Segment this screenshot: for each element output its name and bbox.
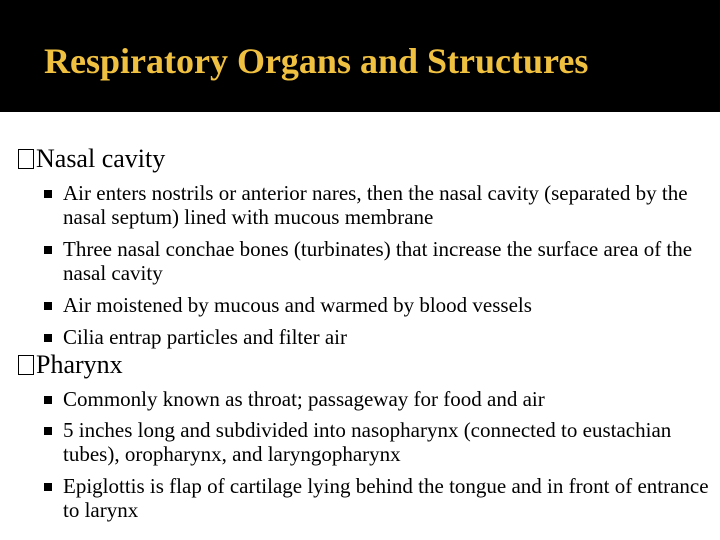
square-bullet-icon (44, 246, 52, 254)
list-item (44, 325, 716, 349)
section-heading-nasal-cavity (18, 144, 165, 174)
list-item-text: Cilia entrap particles and filter air (63, 325, 347, 349)
square-bullet-icon (44, 190, 52, 198)
list-item (44, 418, 716, 466)
list-item-text: Epiglottis is flap of cartilage lying behind the tongue and in front of entrance to larynx (63, 474, 709, 522)
list-item-text: Air moistened by mucous and warmed by blood vessels (63, 293, 532, 317)
list-item (44, 387, 716, 411)
section-heading-pharynx (18, 350, 123, 380)
list-item-text: Air enters nostrils or anterior nares, then the nasal cavity (separated by the nasal septum) lined with mucous membrane (63, 181, 688, 229)
section-heading-label: Nasal cavity (36, 144, 166, 173)
list-item (44, 293, 716, 317)
list-item-text: 5 inches long and subdivided into nasopharynx (connected to eustachian tubes), oropharynx, and laryngopharynx (63, 418, 672, 466)
list-item (44, 474, 716, 522)
list-item-text: Three nasal conchae bones (turbinates) that increase the surface area of the nasal cavity (63, 237, 693, 285)
square-bullet-icon (44, 302, 52, 310)
square-bullet-icon (44, 334, 52, 342)
slide-title: Respiratory Organs and Structures (44, 41, 589, 81)
list-item (44, 237, 716, 285)
square-bullet-icon (44, 396, 52, 404)
list-item (44, 181, 716, 229)
square-bullet-icon (44, 427, 52, 435)
list-item-text: Commonly known as throat; passageway for food and air (63, 387, 545, 411)
square-bullet-icon (44, 483, 52, 491)
section-heading-label: Pharynx (36, 350, 123, 379)
missing-glyph-icon (18, 149, 34, 169)
missing-glyph-icon (18, 355, 34, 375)
